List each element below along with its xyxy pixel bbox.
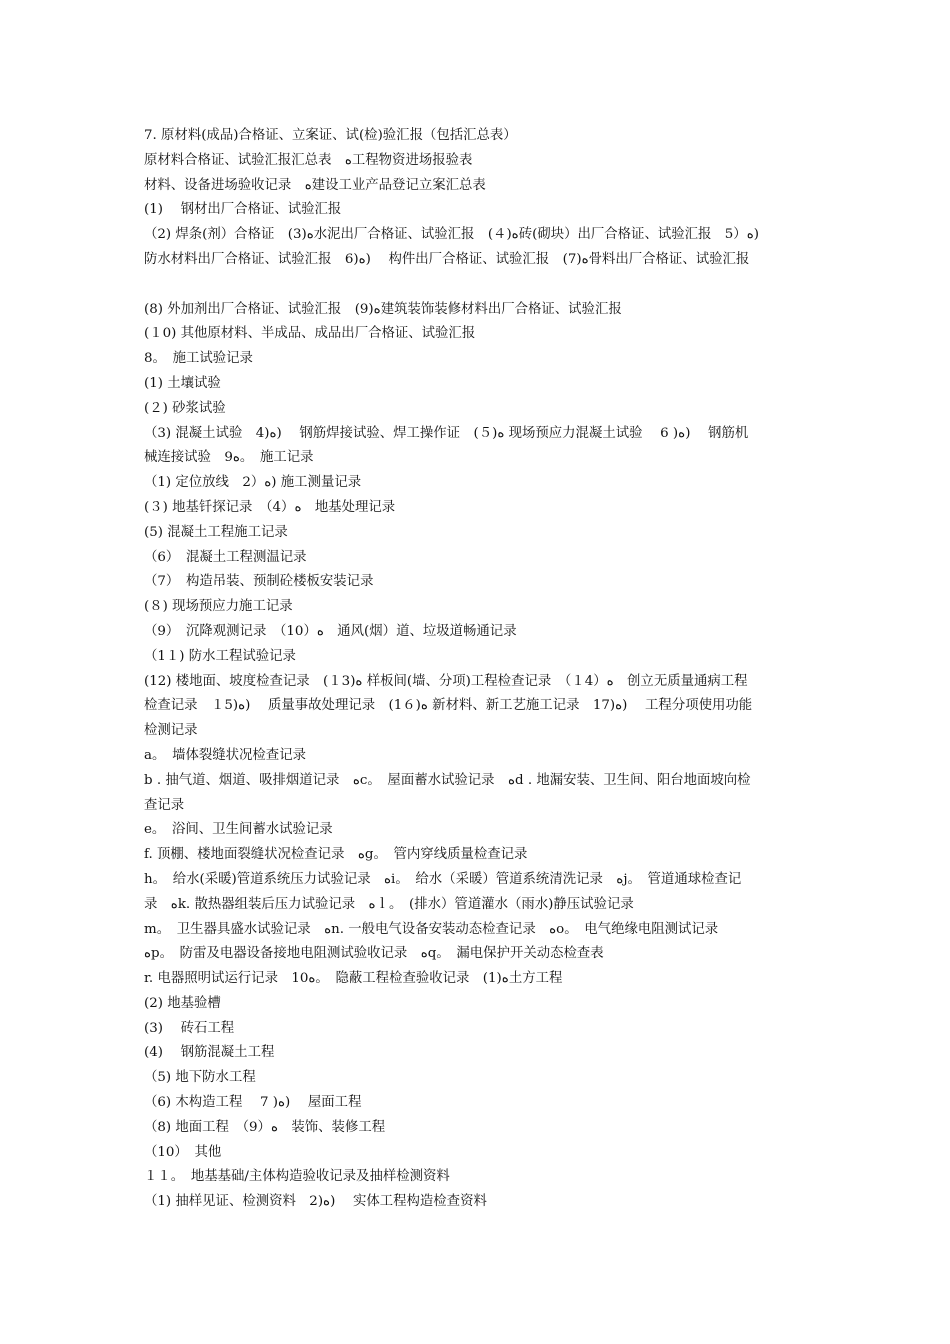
text-line-2: 原材料合格证、试验汇报汇总表 ﻩ工程物资进场报验表 xyxy=(144,152,473,168)
section-heading-8: 8。 施工试验记录 xyxy=(144,351,253,367)
text-line-38: (4) 钢筋混凝土工程 xyxy=(144,1045,275,1061)
text-line-12: (２) 砂浆试验 xyxy=(144,400,226,416)
text-line-33: m。 卫生器具盛水试验记录 ﻩn. 一般电气设备安装动态检查记录 ﻩo。 电气绝缘电阻测试记录 xyxy=(144,921,719,937)
text-line-17: (5) 混凝土工程施工记录 xyxy=(144,524,288,540)
text-line-20: (８) 现场预应力施工记录 xyxy=(144,599,293,615)
text-line-34: ﻩp。 防雷及电器设备接地电阻测试验收记录 ﻩq。 漏电保护开关动态检查表 xyxy=(144,946,604,962)
text-line-36: (2) 地基验槽 xyxy=(144,995,221,1011)
text-line-24: 检查记录 １5)ﻩ) 质量事故处理记录 ﻩ(1６) 新材料、新工艺施工记录 17)ﻩ) 工程分项使用功能 xyxy=(144,698,753,714)
text-line-19: （7） 构造吊装、预制砼楼板安装记录 xyxy=(144,574,374,590)
text-line-39: （5) 地下防水工程 xyxy=(144,1070,256,1086)
text-line-40: （6) 木构造工程 7 )ﻩ) 屋面工程 xyxy=(144,1095,362,1111)
text-line-41: （8) 地面工程 （9）ﻩ 装饰、装修工程 xyxy=(144,1119,386,1135)
text-line-29: e。 浴间、卫生间蓄水试验记录 xyxy=(144,822,333,838)
text-line-26: a。 墙体裂缝状况检查记录 xyxy=(144,747,306,763)
blank-line xyxy=(144,273,812,298)
text-line-30: f. 顶棚、楼地面裂缝状况检查记录 ﻩg。 管内穿线质量检查记录 xyxy=(144,847,528,863)
text-line-11: (1) 土壤试验 xyxy=(144,375,221,391)
text-line-15: （1) 定位放线 2）ﻩ) 施工测量记录 xyxy=(144,475,362,491)
text-line-9: (１0) 其他原材料、半成品、成品出厂合格证、试验汇报 xyxy=(144,326,476,342)
text-line-8: (8) 外加剂出厂合格证、试验汇报 (9)ﻩ建筑装饰装修材料出厂合格证、试验汇报 xyxy=(144,301,622,317)
text-line-22: （1１) 防水工程试验记录 xyxy=(144,648,296,664)
text-line-1: 7. 原材料(成品)合格证、立案证、试(检)验汇报（包括汇总表） xyxy=(144,128,517,143)
text-line-37: (3) 砖石工程 xyxy=(144,1020,235,1036)
text-line-31: h。 给水(采暖)管道系统压力试验记录 ﻩi。 给水（采暖）管道系统清洗记录 ﻩj。 管道通球检查记 xyxy=(144,871,742,887)
text-line-3: 材料、设备进场验收记录 ﻩ建设工业产品登记立案汇总表 xyxy=(144,177,486,193)
text-line-4: (1) 钢材出厂合格证、试验汇报 xyxy=(144,202,342,218)
text-line-18: （6） 混凝土工程测温记录 xyxy=(144,549,307,565)
text-line-21: （9） 沉降观测记录 （10）ﻩ 通风(烟）道、垃圾道畅通记录 xyxy=(144,623,517,639)
text-line-42: （10） 其他 xyxy=(144,1144,222,1160)
text-line-25: 检测记录 xyxy=(144,723,198,739)
text-line-23: (12) 楼地面、坡度检查记录 ﻩ(１3) 样板间(墙、分项)工程检查记录 （１4）ﻩ 创立无质量通病工程 xyxy=(144,673,748,689)
text-line-43: １１。 地基基础/主体构造验收记录及抽样检测资料 xyxy=(144,1169,450,1185)
text-line-28: 查记录 xyxy=(144,797,185,813)
text-line-16: (３) 地基钎探记录 （4）ﻩ 地基处理记录 xyxy=(144,499,396,515)
text-line-14: 械连接试验 9ﻩ。 施工记录 xyxy=(144,450,314,466)
text-line-6: 防水材料出厂合格证、试验汇报 6)ﻩ) 构件出厂合格证、试验汇报 (7)ﻩ骨料出厂合格证、试验汇报 xyxy=(144,251,750,267)
document-body xyxy=(144,124,812,1215)
text-line-35: r. 电器照明试运行记录 10ﻩ。 隐蔽工程检查验收记录 (1)ﻩ土方工程 xyxy=(144,971,563,987)
text-line-13: （3) 混凝土试验 4)ﻩ) 钢筋焊接试验、焊工操作证 ﻩ(５) 现场预应力混凝土试验 6 )ﻩ) 钢筋机 xyxy=(144,425,749,441)
text-line-5: （2) 焊条(剂）合格证 (3)ﻩ水泥出厂合格证、试验汇报 (４)ﻩ砖(砌块）出厂合格证、试验汇报 5）ﻩ) xyxy=(144,227,759,243)
text-line-32: 录 ﻩk. 散热器组装后压力试验记录 ﻩｌ。 (排水）管道灌水（雨水)静压试验记录 xyxy=(144,896,634,912)
text-line-44: （1) 抽样见证、检测资料 2)ﻩ) 实体工程构造检查资料 xyxy=(144,1194,487,1210)
text-line-27: b . 抽气道、烟道、吸排烟道记录 ﻩc。 屋面蓄水试验记录 ﻩd . 地漏安装、卫生间、阳台地面坡向检 xyxy=(144,772,751,788)
